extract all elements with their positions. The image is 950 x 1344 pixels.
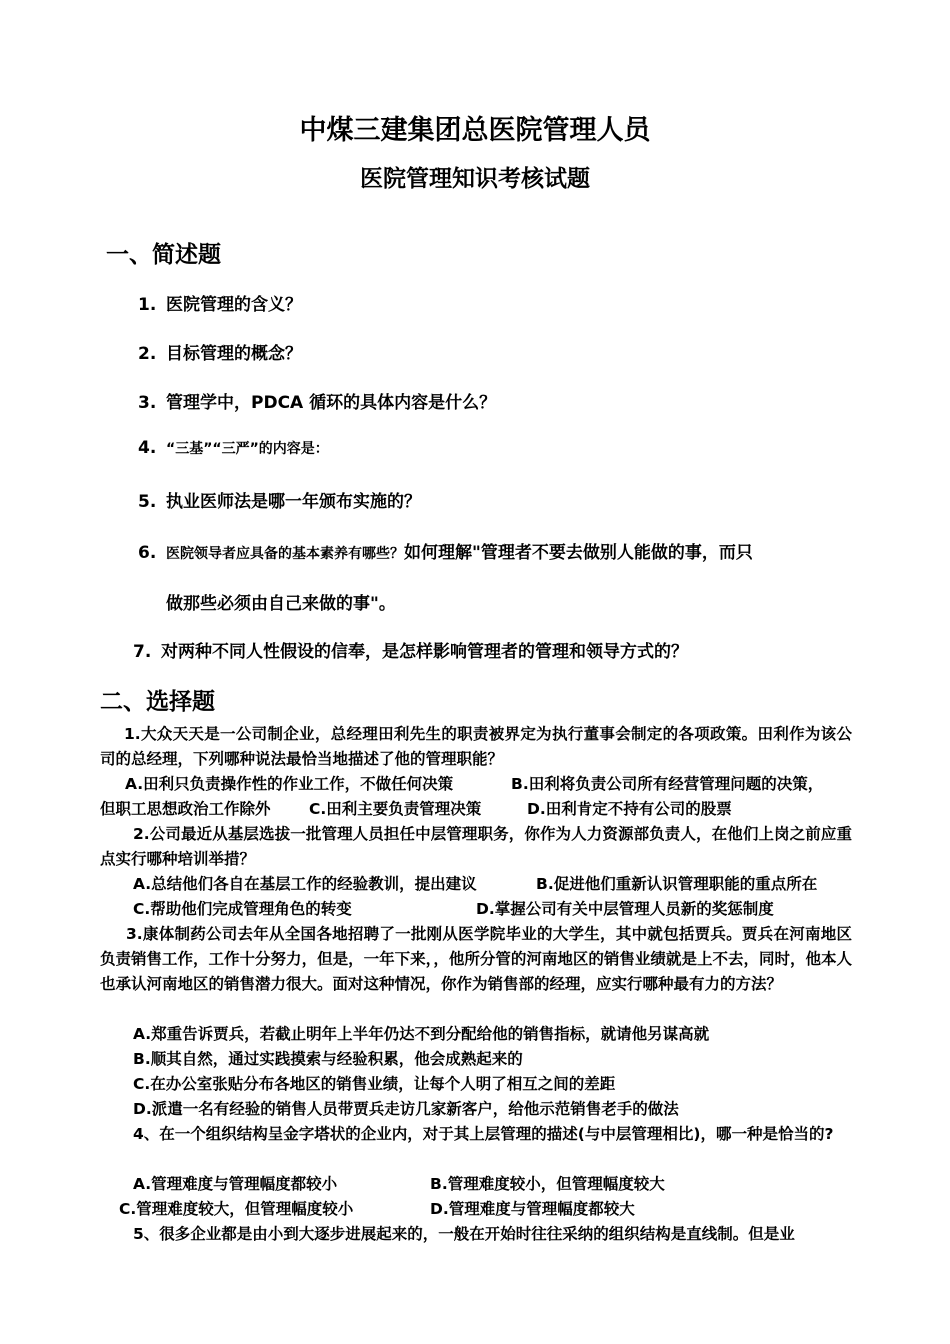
document-title: 中煤三建集团总医院管理人员 (299, 115, 651, 146)
question-1 (138, 290, 302, 315)
question-number: 7. (133, 642, 152, 662)
choice-4-option-a: A.管理难度与管理幅度都较小 (133, 1175, 338, 1193)
question-text-part: 如何理解"管理者不要去做别人能做的事，而只 (404, 543, 753, 563)
question-number: 3. (138, 393, 157, 413)
choice-2-option-c: C.帮助他们完成管理角色的转变 (133, 900, 352, 918)
question-text: 执业医师法是哪一年颁布实施的？ (166, 492, 421, 512)
question-number: 2. (138, 344, 157, 364)
choice-1-option-a: A.田利只负责操作性的作业工作，不做任何决策 (125, 775, 454, 793)
question-text: 医院管理的含义？ (166, 295, 302, 315)
question-text-part: 医院领导者应具备的基本素养有哪些？ (166, 546, 404, 562)
question-6 (138, 538, 753, 563)
choice-1-stem: 1.大众天天是一公司制企业，总经理田利先生的职责被界定为执行董事会制定的各项政策。田利作为该公司的总经理，下列哪种说法最恰当地描述了他的管理职能？ (100, 725, 852, 768)
choice-4-stem: 4、在一个组织结构呈金字塔状的企业内，对于其上层管理的描述(与中层管理相比)，哪一种是恰当的? (133, 1125, 834, 1143)
choice-3-stem: 3.康体制药公司去年从全国各地招聘了一批刚从医学院毕业的大学生，其中就包括贾兵。贾兵在河南地区负责销售工作，工作十分努力，但是，一年下来，，他所分管的河南地区的销售业绩就是上不去，同时，他本人也承认河南地区的销售潜力很大。面对这种情况，你作为销售部的经理，应实行哪种最有力的方法？ (100, 925, 852, 993)
question-6-continuation: 做那些必须由自己来做的事"。 (166, 594, 396, 614)
question-number: 6. (138, 543, 157, 563)
question-4 (138, 438, 329, 458)
choice-2-stem: 2.公司最近从基层选拔一批管理人员担任中层管理职务，你作为人力资源部负责人，在他们上岗之前应重点实行哪种培训举措？ (100, 825, 852, 868)
choice-5-stem: 5、很多企业都是由小到大逐步进展起来的，一般在开始时往往采纳的组织结构是直线制。但是业 (133, 1225, 795, 1243)
section-heading-multiple-choice: 二、选择题 (100, 689, 215, 715)
question-5 (138, 487, 421, 512)
choice-2-option-d: D.掌握公司有关中层管理人员新的奖惩制度 (476, 900, 774, 918)
question-text: 管理学中，PDCA 循环的具体内容是什么？ (166, 393, 497, 413)
choice-3-option-c: C.在办公室张贴分布各地区的销售业绩，让每个人明了相互之间的差距 (133, 1075, 616, 1093)
choice-3-option-a: A.郑重告诉贾兵，若截止明年上半年仍达不到分配给他的销售指标，就请他另谋高就 (133, 1025, 710, 1043)
question-text: 对两种不同人性假设的信奉，是怎样影响管理者的管理和领导方式的？ (161, 642, 688, 662)
choice-2-option-b: B.促进他们重新认识管理职能的重点所在 (536, 875, 818, 893)
question-text: “三基”“三严”的内容是： (166, 441, 329, 457)
choice-3-option-b: B.顺其自然，通过实践摸索与经验积累，他会成熟起来的 (133, 1050, 523, 1068)
question-2 (138, 339, 302, 364)
choice-1-option-d: D.田利肯定不持有公司的股票 (527, 800, 732, 818)
choice-4-option-c: C.管理难度较大，但管理幅度较小 (119, 1200, 354, 1218)
choice-1-option-c: C.田利主要负责管理决策 (309, 800, 482, 818)
choice-1-option-b-cont: 但职工思想政治工作除外 (100, 800, 271, 818)
section-heading-short-answer: 一、简述题 (106, 242, 221, 268)
question-7 (133, 637, 688, 662)
choice-2-option-a: A.总结他们各自在基层工作的经验教训，提出建议 (133, 875, 477, 893)
question-number: 4. (138, 438, 157, 458)
document-subtitle: 医院管理知识考核试题 (360, 166, 590, 192)
question-text: 目标管理的概念？ (166, 344, 302, 364)
choice-4-option-b: B.管理难度较小，但管理幅度较大 (430, 1175, 665, 1193)
choice-1-option-b: B.田利将负责公司所有经营管理问题的决策， (511, 775, 824, 793)
question-3 (138, 388, 496, 413)
choice-3-option-d: D.派遣一名有经验的销售人员带贾兵走访几家新客户，给他示范销售老手的做法 (133, 1100, 679, 1118)
question-number: 1. (138, 295, 157, 315)
question-number: 5. (138, 492, 157, 512)
choice-4-option-d: D.管理难度与管理幅度都较大 (430, 1200, 635, 1218)
